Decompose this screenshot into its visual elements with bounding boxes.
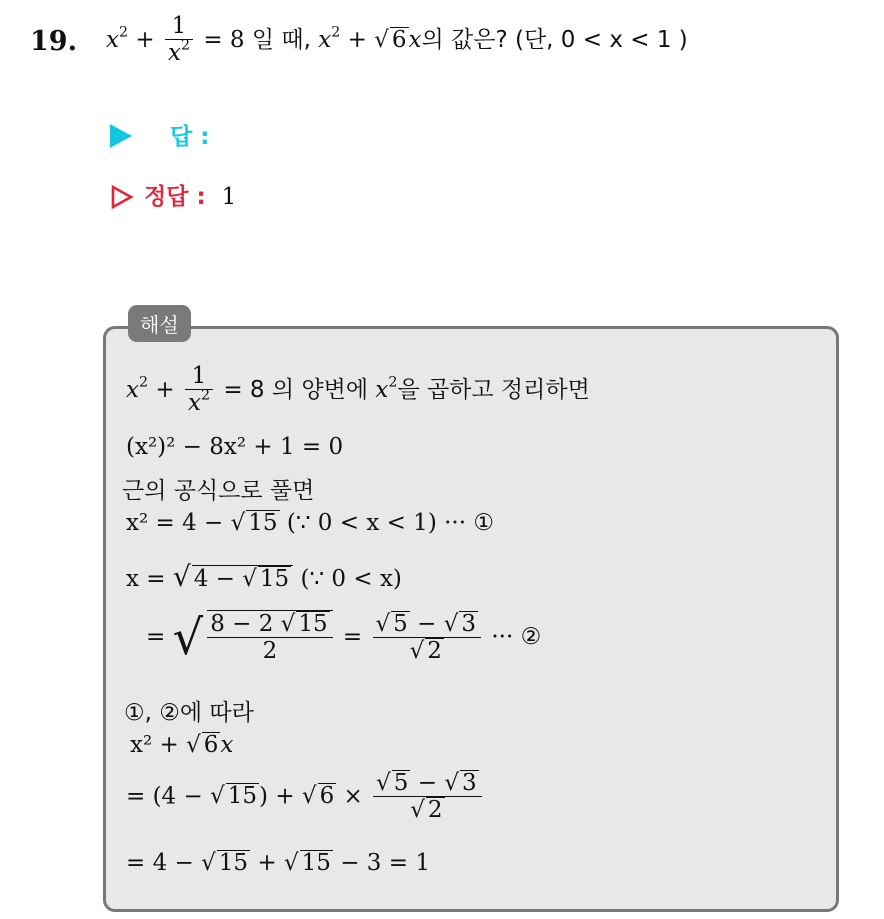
var-x: x — [106, 26, 119, 53]
condition-text: 일 때, — [251, 26, 311, 53]
play-icon — [110, 124, 132, 148]
line1-text2: 을 곱하고 정리하면 — [397, 376, 590, 403]
correct-answer-row — [110, 178, 236, 211]
question-text: $x^2$ + $\frac{1}{x^2}$ = 8 일 때, $x^2$ + √ 6x의 값은? (단, 0 < x < 1 ) — [106, 13, 688, 67]
fraction-1-over-x2: $\frac{1}{x^2}$ — [165, 14, 193, 68]
solution-line-9: = (4 − √ 15) + √ 6 × $\frac{√ 5 - √ 3}{√ 2}$ — [126, 770, 485, 825]
solution-line-2: (x²)² − 8x² + 1 = 0 — [126, 434, 344, 460]
solution-line-8: x² + √ 6x — [130, 732, 234, 758]
var-x: x — [318, 26, 332, 53]
solution-line-7: ①, ②에 따라 — [124, 700, 254, 726]
correct-answer-value: 1 — [221, 184, 237, 210]
equals-8: = 8 — [203, 26, 245, 53]
solution-tag: 해설 — [128, 305, 191, 342]
solution-line-1: $x^2$ + $\frac{1}{x^2}$ = 8 의 양변에 $x^2$을 곱하고 정리하면 — [126, 363, 590, 417]
solution-line-5: x = √ 4 − √ 15 (∵ 0 < x) — [126, 560, 402, 593]
solution-line-10: = 4 − √ 15 + √ 15 − 3 = 1 — [126, 850, 430, 876]
ask-text: 의 값은? (단, 0 < x < 1 ) — [421, 26, 688, 53]
question-number: 19. — [30, 26, 77, 57]
var-x: x — [408, 26, 422, 53]
solution-line-3: 근의 공식으로 풀면 — [122, 478, 315, 504]
outline-triangle-icon — [110, 185, 134, 209]
answer-label: 답 : — [170, 124, 210, 150]
solution-line-4: x² = 4 − √ 15 (∵ 0 < x < 1) ··· ① — [126, 510, 494, 536]
answer-row — [110, 118, 209, 151]
solution-line-6: = √ $\frac{8 - 2 √ 15}{2}$ = $\frac{√ 5 - √ 3}{√ 2}$ ··· ② — [146, 610, 542, 666]
sqrt-6: √ 6 — [374, 26, 407, 53]
line1-text: = 8 의 양변에 — [223, 376, 369, 403]
correct-answer-label: 정답 : — [144, 184, 206, 210]
